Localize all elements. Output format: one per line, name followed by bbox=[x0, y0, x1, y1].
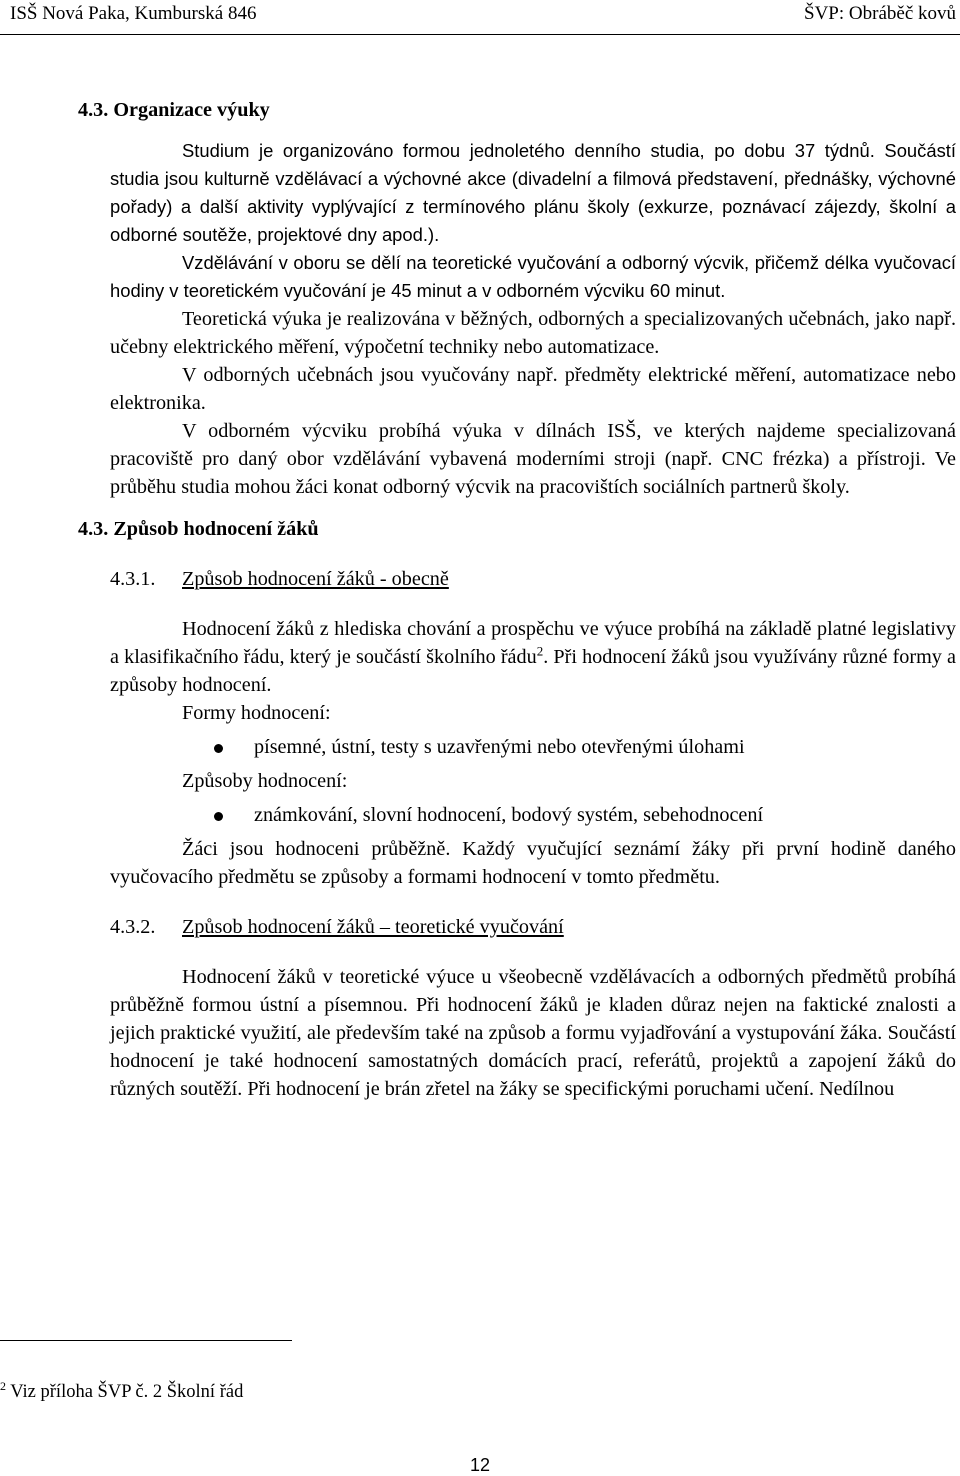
section-heading-hodnoceni: 4.3. Způsob hodnocení žáků bbox=[78, 518, 319, 540]
forms-label: Formy hodnocení: bbox=[182, 702, 331, 724]
subsection-number: 4.3.2. bbox=[110, 916, 156, 938]
bullet-icon bbox=[214, 744, 223, 753]
header-school: ISŠ Nová Paka, Kumburská 846 bbox=[10, 3, 257, 24]
paragraph-hodnoceni-obecne bbox=[110, 615, 956, 699]
page-number: 12 bbox=[469, 1455, 491, 1475]
paragraph-text: Hodnocení žáků z hlediska chování a prospěchu ve výuce probíhá na základě platné legislativy a klasifikačního řádu, který je součástí školního řádu bbox=[110, 618, 956, 668]
footnote-text: Viz příloha ŠVP č. 2 Školní řád bbox=[6, 1382, 244, 1402]
subsection-title: Způsob hodnocení žáků - obecně bbox=[182, 568, 449, 590]
footnote-mark: 2 bbox=[0, 1378, 6, 1393]
page-header bbox=[0, 0, 960, 35]
paragraph-studium: Studium je organizováno formou jednoletého denního studia, po dobu 37 týdnů. Součástí studia jsou kulturně vzdělávací a výchovné akce (divadelní a filmová představení, přednášky, výchovné pořady) a další aktivity vyplývající z termínového plánu školy (exkurze, poznávací zájezdy, školní a odborné soutěže, projektové dny apod.). bbox=[110, 140, 956, 245]
paragraph-hodnoceni-teoreticke: Hodnocení žáků v teoretické výuce u všeobecně vzdělávacích a odborných předmětů probíhá průběžně formou ústní a písemnou. Při hodnocení žáků je kladen důraz nejen na faktické znalosti a jejich praktické využití, ale především také na způsob a formu vyjadřování a vystupování žáka. Součástí hodnocení je také hodnocení samostatných domácích prací, referátů, projektů a zapojení žáků do různých soutěží. Při hodnocení je brán zřetel na žáky se specifickými poruchami učení. Nedílnou bbox=[110, 966, 956, 1100]
paragraph-prubezne-hodnoceni: Žáci jsou hodnoceni průběžně. Každý vyučující seznámí žáky při první hodině daného vyučovacího předmětu se způsoby a formami hodnocení v tomto předmětu. bbox=[110, 838, 956, 888]
paragraph-text: . Při hodnocení žáků jsou využívány různé formy a způsoby hodnocení. bbox=[110, 646, 956, 696]
paragraph-odborny-vycvik: V odborném výcviku probíhá výuka v dílnách ISŠ, ve kterých najdeme specializovaná pracoviště pro daný obor vzdělávání vybavená moderními stroji (např. CNC frézka) a přístroji. Ve průběhu studia mohou žáci konat odborný výcvik na pracovištích sociálních partnerů školy. bbox=[110, 420, 956, 498]
list-item-text: známkování, slovní hodnocení, bodový systém, sebehodnocení bbox=[254, 804, 764, 826]
subsection-number: 4.3.1. bbox=[110, 568, 156, 590]
paragraph-vzdelavani: Vzdělávání v oboru se dělí na teoretické vyučování a odborný výcvik, přičemž délka vyučovací hodiny v teoretickém vyučování je 45 minut a v odborném výcviku 60 minut. bbox=[110, 252, 956, 301]
footnote-reference[interactable]: 2 bbox=[536, 643, 544, 659]
document-body bbox=[78, 96, 956, 1103]
section-heading-organizace: 4.3. Organizace výuky bbox=[78, 99, 270, 121]
subsection-title: Způsob hodnocení žáků – teoretické vyučování bbox=[182, 916, 564, 938]
bullet-icon bbox=[214, 812, 223, 821]
paragraph-teoreticka-vyuka: Teoretická výuka je realizována v běžných, odborných a specializovaných učebnách, jako např. učebny elektrického měření, výpočetní techniky nebo automatizace. bbox=[110, 308, 956, 358]
subsection-heading-teoreticke bbox=[110, 913, 956, 941]
footnote-separator bbox=[0, 1340, 292, 1341]
footnote bbox=[0, 1378, 244, 1403]
list-item bbox=[110, 733, 956, 761]
methods-label: Způsoby hodnocení: bbox=[182, 770, 348, 792]
header-program: ŠVP: Obráběč kovů bbox=[804, 3, 956, 24]
subsection-heading-obecne bbox=[110, 565, 956, 593]
paragraph-odborne-ucebny: V odborných učebnách jsou vyučovány např. předměty elektrické měření, automatizace nebo elektronika. bbox=[110, 364, 956, 414]
list-item-text: písemné, ústní, testy s uzavřenými nebo otevřenými úlohami bbox=[254, 736, 745, 758]
list-item bbox=[110, 801, 956, 829]
